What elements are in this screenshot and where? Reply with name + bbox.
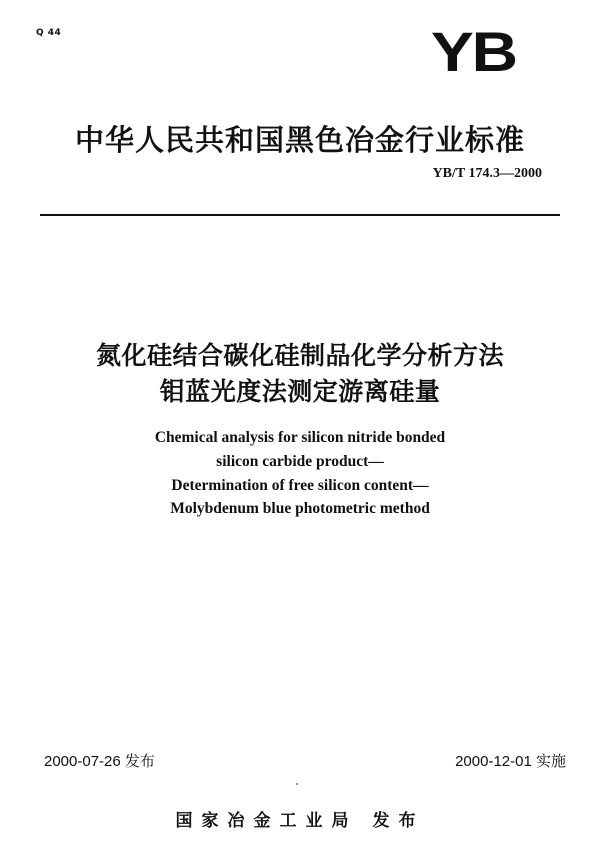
header-divider	[40, 214, 560, 216]
footer-dot	[296, 783, 298, 785]
standard-code: YB/T 174.3—2000	[432, 166, 542, 181]
issuer: 国家冶金工业局 发布	[175, 811, 425, 831]
standard-title: 中华人民共和国黑色冶金行业标准	[74, 123, 525, 157]
issue-date: 2000-07-26 发布	[44, 753, 155, 770]
chinese-title-line-1: 氮化硅结合碳化硅制品化学分析方法	[95, 341, 504, 370]
english-title-line-1: Chemical analysis for silicon nitride bonded	[154, 429, 446, 446]
english-title-line-3: Determination of free silicon content—	[171, 477, 429, 494]
english-title-line-4: Molybdenum blue photometric method	[170, 500, 430, 517]
english-title-line-2: silicon carbide product—	[216, 453, 384, 470]
yb-logo: YB	[431, 20, 516, 83]
ics-code: Q 44	[36, 28, 62, 38]
implementation-date: 2000-12-01 实施	[455, 753, 566, 770]
chinese-title-line-2: 钼蓝光度法测定游离硅量	[159, 377, 441, 406]
